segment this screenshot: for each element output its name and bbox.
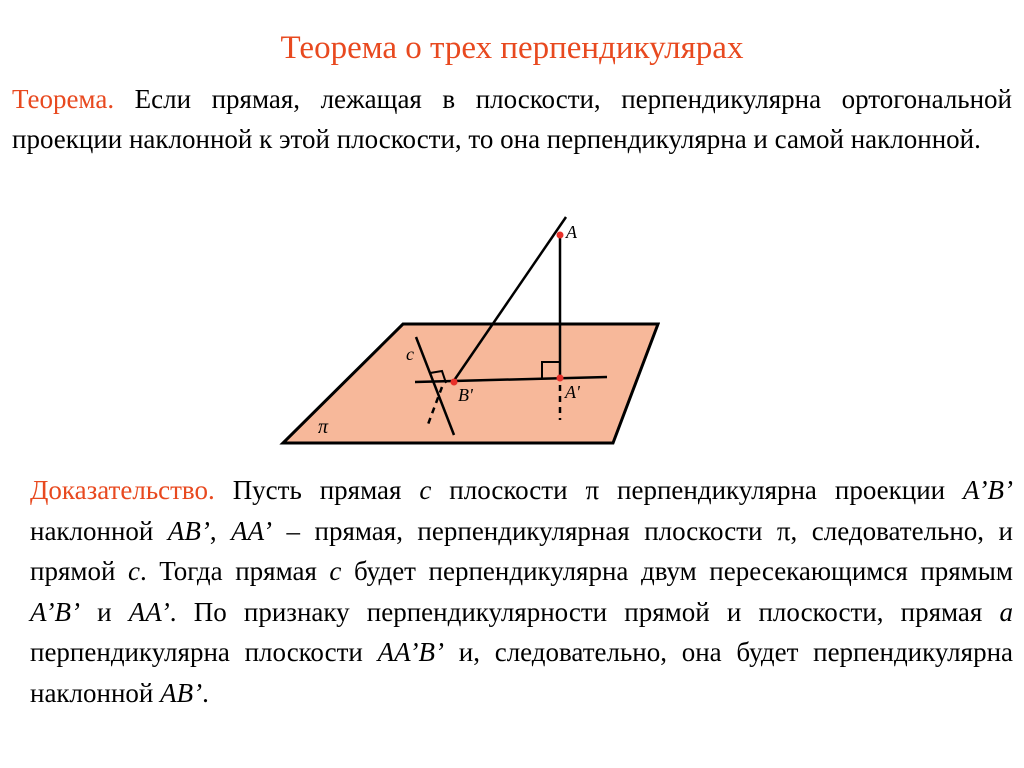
proof-text-segment: Пусть прямая [232,475,420,505]
proof-text-segment: плоскости π перпендикулярна проекции [431,475,964,505]
point-b-prime [451,379,458,386]
label-c: c [406,344,414,364]
proof-text-segment: . [202,677,209,708]
theorem-label: Теорема. [12,84,115,114]
theorem-statement [12,79,1012,159]
proof-text-segment: наклонной [30,515,168,546]
label-b-prime: B' [458,385,473,405]
proof-math-term: AB’ [160,677,203,708]
theorem-text: Если прямая, лежащая в плоскости, перпендикулярна ортогональной проекции наклонной к этой плоскости, то она перпендикулярна и самой наклонной. [12,84,1013,154]
three-perpendiculars-figure [270,205,660,455]
proof-text-segment: . По признаку перпендикулярности прямой и плоскости, прямая [169,596,1000,627]
point-a [557,232,564,239]
proof-math-term: AA’B’ [377,637,445,667]
proof-math-term: c [419,475,432,505]
proof-math-term: A’B’ [30,596,80,627]
label-a-prime: A' [565,382,580,402]
proof-math-term: a [999,596,1013,627]
figure-svg [270,205,660,455]
proof-text-segment: – прямая, перпендикулярная плоскости π, следовательно, и прямой [30,515,1013,586]
proof-text-segment: . Тогда прямая [139,556,330,586]
proof-paragraph [30,470,1013,713]
point-a-prime [557,375,564,382]
proof-math-term: A’B’ [963,475,1014,505]
plane-pi [283,324,658,443]
label-pi: π [318,416,329,438]
proof-math-term: c [329,556,342,586]
proof-math-term: AA’ [128,596,170,627]
proof-text-segment: и, следовательно, она будет перпендикулярна наклонной [30,637,1014,708]
proof-math-term: AA’ [231,515,273,546]
proof-math-term: AB’ [167,515,210,546]
proof-text [30,475,1013,708]
proof-text-segment: , [209,515,232,546]
proof-text-segment: будет перпендикулярна двум пересекающимся прямым [341,556,1013,586]
proof-label: Доказательство. [30,475,215,505]
proof-text-segment: перпендикулярна плоскости [30,637,378,667]
proof-math-term: c [127,556,140,586]
proof-text-segment: и [79,596,129,627]
label-a: A [566,222,577,242]
page-title: Теорема о трех перпендикулярах [280,30,744,66]
